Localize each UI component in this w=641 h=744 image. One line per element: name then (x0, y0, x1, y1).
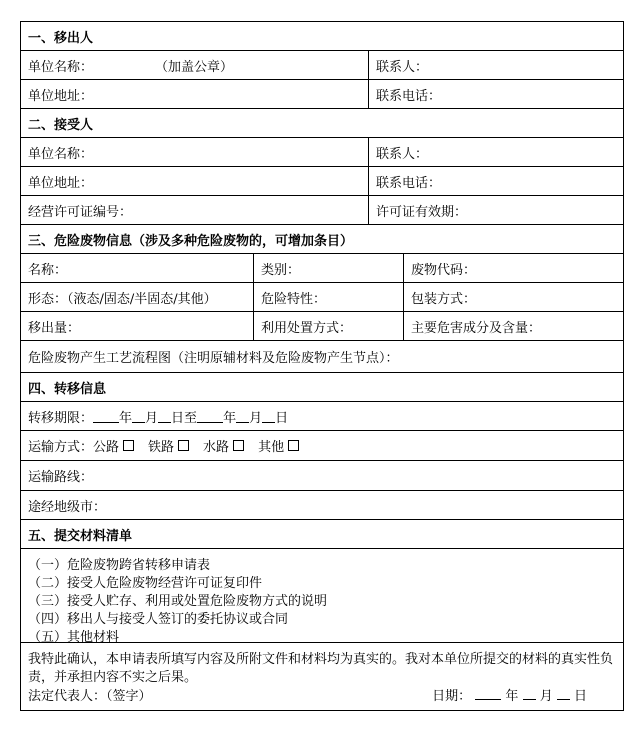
list-item: （二）接受人危险废物经营许可证复印件 (28, 576, 263, 591)
address-label: 单位地址： (28, 175, 94, 191)
day-to-text: 日至 (171, 410, 198, 426)
phone-label: 联系电话： (376, 88, 442, 104)
list-item: （四）移出人与接受人签订的委托协议或合同 (28, 612, 289, 627)
road-checkbox[interactable] (123, 440, 134, 451)
period-label: 转移期限： (28, 410, 94, 426)
transfer-period-field[interactable] (21, 402, 623, 430)
receiver-address-field[interactable] (21, 167, 368, 195)
date-label: 日期： (432, 689, 472, 704)
day-char: 日 (275, 410, 289, 426)
section2-title: 二、接受人 (28, 117, 94, 133)
transport-route-field[interactable] (21, 461, 623, 490)
sender-contact-field[interactable] (368, 51, 623, 79)
cities-label: 途经地级市： (28, 499, 107, 515)
year-char: 年 (505, 689, 519, 704)
month-char: 月 (249, 410, 263, 426)
transport-label: 运输方式： (28, 440, 94, 455)
license-validity-label: 许可证有效期： (376, 204, 468, 220)
sender-phone-field[interactable] (368, 80, 623, 108)
list-item: （三）接受人贮存、利用或处置危险废物方式的说明 (28, 594, 328, 609)
section4-title: 四、转移信息 (28, 381, 107, 397)
end-month-blank[interactable] (236, 410, 249, 423)
receiver-phone-field[interactable] (368, 167, 623, 195)
disposal-method-label: 利用处置方式： (261, 320, 353, 336)
other-checkbox[interactable] (288, 440, 299, 451)
section1-title: 一、移出人 (28, 30, 94, 46)
legal-rep-signature[interactable] (28, 688, 152, 706)
transit-cities-field[interactable] (21, 491, 623, 519)
hazard-characteristic-field[interactable] (253, 283, 403, 311)
section5-title: 五、提交材料清单 (28, 528, 133, 544)
other-label: 其他 (258, 440, 285, 455)
transfer-amount-label: 移出量： (28, 320, 81, 336)
water-checkbox[interactable] (233, 440, 244, 451)
disposal-method-field[interactable] (253, 312, 403, 340)
section3-title: 三、危险废物信息（涉及多种危险废物的，可增加条目） (28, 233, 354, 249)
address-label: 单位地址： (28, 88, 94, 104)
unit-name-label: 单位名称： (28, 59, 94, 75)
month-char: 月 (539, 689, 553, 704)
license-number-field[interactable] (21, 196, 368, 224)
list-item: （五）其他材料 (28, 630, 120, 645)
end-year-blank[interactable] (197, 410, 223, 423)
section5-header (21, 520, 623, 549)
end-day-blank[interactable] (262, 410, 275, 423)
rail-label: 铁路 (148, 440, 175, 455)
sender-address-field[interactable] (21, 80, 368, 108)
license-number-label: 经营许可证编号： (28, 204, 133, 220)
receiver-contact-field[interactable] (368, 138, 623, 166)
waste-form-label: 形态：（液态/固态/半固态/其他） (28, 291, 217, 307)
declaration-text: 我特此确认，本申请表所填写内容及所附文件和材料均为真实的。我对本单位所提交的材料的真实性负责，并承担内容不实之后果。 (28, 652, 614, 685)
hazardous-components-field[interactable] (403, 312, 623, 340)
transfer-amount-field[interactable] (21, 312, 253, 340)
seal-note: （加盖公章） (155, 59, 234, 75)
unit-name-label: 单位名称： (28, 146, 94, 162)
waste-code-label: 废物代码： (411, 262, 477, 278)
process-flow-label: 危险废物产生工艺流程图（注明原辅材料及危险废物产生节点）： (28, 351, 399, 366)
start-year-blank[interactable] (93, 410, 119, 423)
materials-list (21, 549, 623, 643)
waste-name-label: 名称： (28, 262, 68, 278)
start-month-blank[interactable] (132, 410, 145, 423)
hazardous-components-label: 主要危害成分及含量： (411, 320, 542, 336)
waste-category-label: 类别： (261, 262, 301, 278)
rail-checkbox[interactable] (178, 440, 189, 451)
license-validity-field[interactable] (368, 196, 623, 224)
start-day-blank[interactable] (158, 410, 171, 423)
section1-header (21, 22, 623, 51)
sign-month-blank[interactable] (523, 687, 536, 700)
waste-code-field[interactable] (403, 254, 623, 282)
route-label: 运输路线： (28, 470, 94, 485)
phone-label: 联系电话： (376, 175, 442, 191)
water-label: 水路 (203, 440, 230, 455)
waste-form-field[interactable] (21, 283, 253, 311)
year-char: 年 (119, 410, 133, 426)
list-item: （一）危险废物跨省转移申请表 (28, 558, 211, 573)
hazard-characteristic-label: 危险特性： (261, 291, 327, 307)
month-char: 月 (145, 410, 159, 426)
waste-category-field[interactable] (253, 254, 403, 282)
day-char: 日 (573, 689, 587, 704)
section2-header (21, 109, 623, 138)
sign-day-blank[interactable] (557, 687, 570, 700)
declaration-block (21, 643, 623, 710)
packaging-field[interactable] (403, 283, 623, 311)
contact-label: 联系人： (376, 59, 429, 75)
packaging-label: 包装方式： (411, 291, 477, 307)
road-label: 公路 (93, 440, 120, 455)
process-flow-field[interactable] (21, 341, 623, 372)
legal-rep-label: 法定代表人：（签字） (28, 689, 152, 704)
transport-mode-field (21, 431, 623, 460)
sender-unit-name-field[interactable] (21, 51, 368, 79)
contact-label: 联系人： (376, 146, 429, 162)
sign-year-blank[interactable] (475, 687, 501, 700)
year-char: 年 (223, 410, 237, 426)
application-form (20, 21, 624, 711)
section4-header (21, 373, 623, 402)
section3-header (21, 225, 623, 254)
waste-name-field[interactable] (21, 254, 253, 282)
declaration-date (432, 687, 587, 706)
receiver-unit-name-field[interactable] (21, 138, 368, 166)
